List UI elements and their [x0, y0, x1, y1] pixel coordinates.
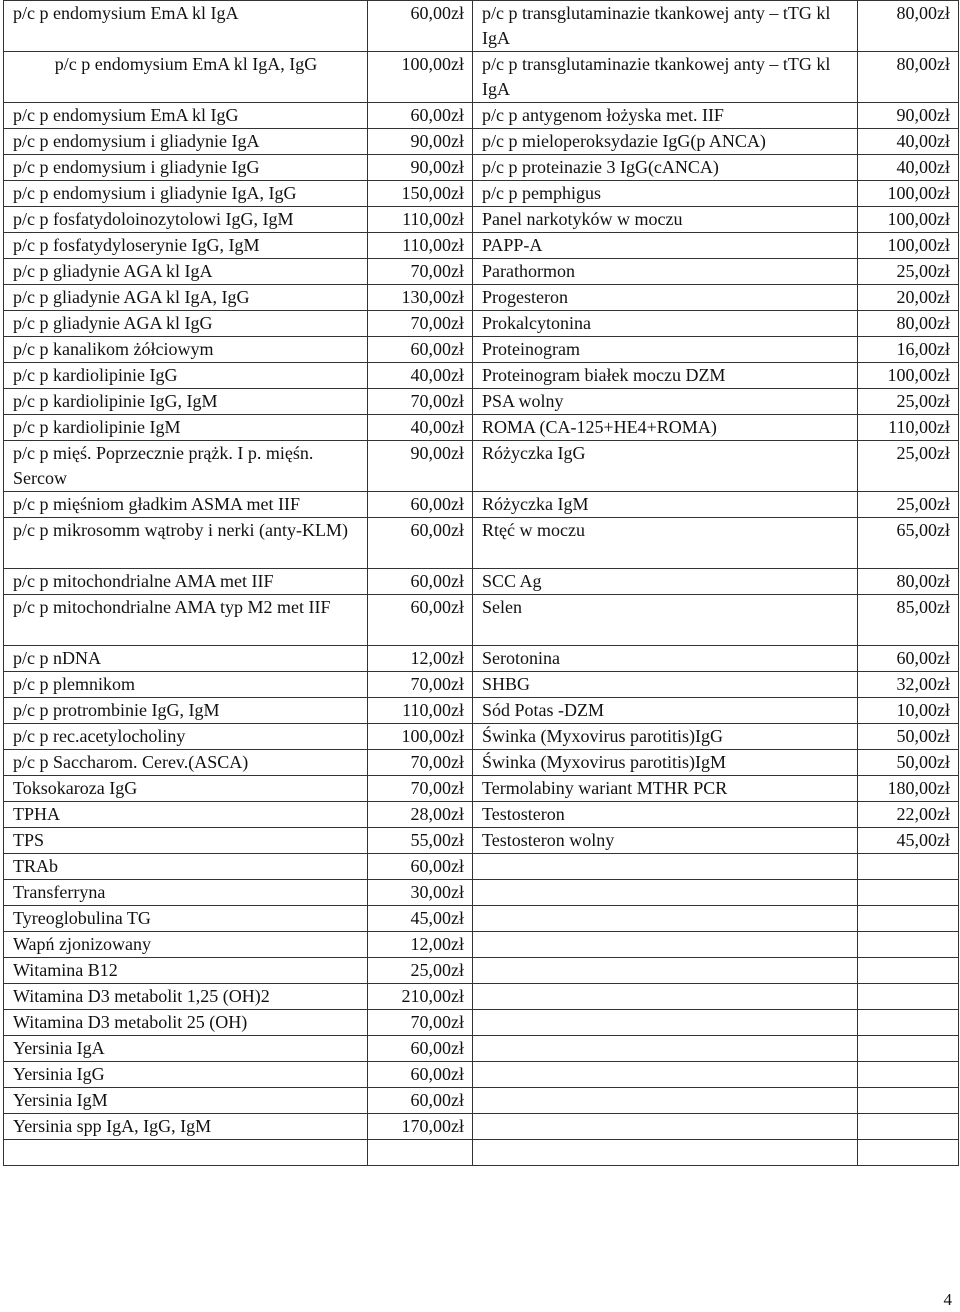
test-name-left: Yersinia IgA [4, 1036, 368, 1062]
table-row [4, 1140, 959, 1166]
price-right [858, 932, 959, 958]
table-row [4, 1036, 959, 1062]
table-row [4, 880, 959, 906]
test-name-left: Toksokaroza IgG [4, 776, 368, 802]
test-name-left: p/c p mięś. Poprzecznie prążk. I p. mięśn. Sercow [4, 441, 368, 492]
table-row [4, 1088, 959, 1114]
price-left: 90,00zł [368, 441, 473, 492]
price-right: 50,00zł [858, 724, 959, 750]
price-left: 60,00zł [368, 569, 473, 595]
price-left: 28,00zł [368, 802, 473, 828]
test-name-right: Różyczka IgG [473, 441, 858, 492]
price-right [858, 1114, 959, 1140]
table-row [4, 259, 959, 285]
table-row [4, 672, 959, 698]
test-name-right: Prokalcytonina [473, 311, 858, 337]
price-left: 60,00zł [368, 492, 473, 518]
table-row [4, 363, 959, 389]
price-left: 70,00zł [368, 672, 473, 698]
price-right: 40,00zł [858, 155, 959, 181]
price-right: 90,00zł [858, 103, 959, 129]
price-right: 80,00zł [858, 1, 959, 52]
test-name-left: Yersinia spp IgA, IgG, IgM [4, 1114, 368, 1140]
price-left: 130,00zł [368, 285, 473, 311]
test-name-right: Świnka (Myxovirus parotitis)IgM [473, 750, 858, 776]
test-name-left: TRAb [4, 854, 368, 880]
table-row [4, 337, 959, 363]
price-left: 60,00zł [368, 103, 473, 129]
price-left: 30,00zł [368, 880, 473, 906]
price-right [858, 1036, 959, 1062]
test-name-left: p/c p gliadynie AGA kl IgA [4, 259, 368, 285]
price-left: 150,00zł [368, 181, 473, 207]
table-row [4, 207, 959, 233]
table-row [4, 906, 959, 932]
test-name-right [473, 906, 858, 932]
test-name-left: p/c p endomysium i gliadynie IgA, IgG [4, 181, 368, 207]
test-name-right: SCC Ag [473, 569, 858, 595]
price-right [858, 1088, 959, 1114]
price-right: 60,00zł [858, 646, 959, 672]
price-right [858, 906, 959, 932]
price-right: 65,00zł [858, 518, 959, 569]
test-name-left: TPHA [4, 802, 368, 828]
table-row [4, 52, 959, 103]
price-left: 25,00zł [368, 958, 473, 984]
test-name-left: p/c p rec.acetylocholiny [4, 724, 368, 750]
price-left: 12,00zł [368, 646, 473, 672]
table-row [4, 595, 959, 646]
price-left [368, 1140, 473, 1166]
test-name-right: Rtęć w moczu [473, 518, 858, 569]
test-name-left: p/c p Saccharom. Cerev.(ASCA) [4, 750, 368, 776]
table-row [4, 1010, 959, 1036]
price-left: 100,00zł [368, 724, 473, 750]
test-name-left: p/c p protrombinie IgG, IgM [4, 698, 368, 724]
table-row [4, 750, 959, 776]
test-name-right: p/c p transglutaminazie tkankowej anty – tTG kl IgA [473, 1, 858, 52]
table-row [4, 984, 959, 1010]
test-name-left: p/c p mięśniom gładkim ASMA met IIF [4, 492, 368, 518]
test-name-left: p/c p kardiolipinie IgG, IgM [4, 389, 368, 415]
test-name-right: p/c p antygenom łożyska met. IIF [473, 103, 858, 129]
test-name-right: PAPP-A [473, 233, 858, 259]
table-row [4, 181, 959, 207]
table-row [4, 646, 959, 672]
price-left: 100,00zł [368, 52, 473, 103]
test-name-right: PSA wolny [473, 389, 858, 415]
price-right: 20,00zł [858, 285, 959, 311]
price-left: 60,00zł [368, 1062, 473, 1088]
test-name-right [473, 1010, 858, 1036]
price-right: 25,00zł [858, 259, 959, 285]
table-row [4, 958, 959, 984]
price-left: 60,00zł [368, 518, 473, 569]
test-name-right: Proteinogram [473, 337, 858, 363]
table-row [4, 311, 959, 337]
test-name-right [473, 1036, 858, 1062]
table-row [4, 1, 959, 52]
test-name-left: Witamina D3 metabolit 25 (OH) [4, 1010, 368, 1036]
test-name-left: TPS [4, 828, 368, 854]
price-right: 22,00zł [858, 802, 959, 828]
price-left: 60,00zł [368, 1036, 473, 1062]
test-name-right [473, 854, 858, 880]
price-left: 55,00zł [368, 828, 473, 854]
price-right: 85,00zł [858, 595, 959, 646]
table-row [4, 776, 959, 802]
price-left: 70,00zł [368, 776, 473, 802]
price-table-body [4, 1, 959, 1166]
price-right: 80,00zł [858, 311, 959, 337]
test-name-right: p/c p transglutaminazie tkankowej anty – tTG kl IgA [473, 52, 858, 103]
price-left: 70,00zł [368, 389, 473, 415]
test-name-right [473, 1140, 858, 1166]
test-name-left: p/c p mitochondrialne AMA typ M2 met IIF [4, 595, 368, 646]
price-left: 170,00zł [368, 1114, 473, 1140]
price-right [858, 854, 959, 880]
table-row [4, 828, 959, 854]
test-name-right: Parathormon [473, 259, 858, 285]
price-left: 70,00zł [368, 750, 473, 776]
table-row [4, 129, 959, 155]
price-left: 60,00zł [368, 1, 473, 52]
price-right: 16,00zł [858, 337, 959, 363]
price-right: 100,00zł [858, 181, 959, 207]
test-name-left: p/c p kardiolipinie IgM [4, 415, 368, 441]
table-row [4, 1062, 959, 1088]
table-row [4, 802, 959, 828]
test-name-right: Sód Potas -DZM [473, 698, 858, 724]
test-name-right: Serotonina [473, 646, 858, 672]
table-row [4, 103, 959, 129]
test-name-left: p/c p endomysium EmA kl IgA [4, 1, 368, 52]
price-right [858, 1010, 959, 1036]
table-row [4, 389, 959, 415]
price-right: 25,00zł [858, 492, 959, 518]
test-name-right: Panel narkotyków w moczu [473, 207, 858, 233]
table-row [4, 518, 959, 569]
price-right [858, 1062, 959, 1088]
table-row [4, 932, 959, 958]
price-table [3, 0, 959, 1166]
test-name-left: p/c p nDNA [4, 646, 368, 672]
table-row [4, 155, 959, 181]
table-row [4, 854, 959, 880]
test-name-left: p/c p endomysium i gliadynie IgG [4, 155, 368, 181]
test-name-right: Różyczka IgM [473, 492, 858, 518]
price-right: 100,00zł [858, 363, 959, 389]
price-left: 60,00zł [368, 854, 473, 880]
test-name-right: Termolabiny wariant MTHR PCR [473, 776, 858, 802]
price-left: 60,00zł [368, 595, 473, 646]
test-name-left: Yersinia IgG [4, 1062, 368, 1088]
table-row [4, 285, 959, 311]
test-name-left: Witamina D3 metabolit 1,25 (OH)2 [4, 984, 368, 1010]
price-left: 70,00zł [368, 311, 473, 337]
table-row [4, 1114, 959, 1140]
price-left: 12,00zł [368, 932, 473, 958]
test-name-right: SHBG [473, 672, 858, 698]
price-right: 10,00zł [858, 698, 959, 724]
price-left: 70,00zł [368, 1010, 473, 1036]
table-row [4, 724, 959, 750]
test-name-left: Yersinia IgM [4, 1088, 368, 1114]
test-name-left: p/c p mitochondrialne AMA met IIF [4, 569, 368, 595]
price-right [858, 984, 959, 1010]
test-name-right: p/c p pemphigus [473, 181, 858, 207]
price-left: 210,00zł [368, 984, 473, 1010]
price-right: 32,00zł [858, 672, 959, 698]
test-name-left: p/c p kanalikom żółciowym [4, 337, 368, 363]
test-name-left: Transferryna [4, 880, 368, 906]
page-number: 4 [943, 1290, 952, 1309]
test-name-left: p/c p fosfatydoloinozytolowi IgG, IgM [4, 207, 368, 233]
table-row [4, 441, 959, 492]
test-name-right: p/c p proteinazie 3 IgG(cANCA) [473, 155, 858, 181]
table-row [4, 569, 959, 595]
price-left: 90,00zł [368, 155, 473, 181]
test-name-right: Testosteron [473, 802, 858, 828]
test-name-left: p/c p endomysium EmA kl IgA, IgG [4, 52, 368, 103]
price-right: 180,00zł [858, 776, 959, 802]
price-left: 45,00zł [368, 906, 473, 932]
test-name-left: Wapń zjonizowany [4, 932, 368, 958]
test-name-left: p/c p kardiolipinie IgG [4, 363, 368, 389]
test-name-right [473, 1114, 858, 1140]
test-name-left: p/c p endomysium i gliadynie IgA [4, 129, 368, 155]
test-name-right [473, 1088, 858, 1114]
table-row [4, 415, 959, 441]
price-right: 50,00zł [858, 750, 959, 776]
test-name-right: Testosteron wolny [473, 828, 858, 854]
price-left: 110,00zł [368, 698, 473, 724]
price-left: 40,00zł [368, 415, 473, 441]
test-name-left: p/c p gliadynie AGA kl IgA, IgG [4, 285, 368, 311]
test-name-right: Świnka (Myxovirus parotitis)IgG [473, 724, 858, 750]
price-right: 25,00zł [858, 389, 959, 415]
price-right [858, 1140, 959, 1166]
price-left: 70,00zł [368, 259, 473, 285]
price-left: 60,00zł [368, 337, 473, 363]
price-right: 100,00zł [858, 207, 959, 233]
test-name-left: Witamina B12 [4, 958, 368, 984]
test-name-left: p/c p gliadynie AGA kl IgG [4, 311, 368, 337]
price-right [858, 880, 959, 906]
price-right: 25,00zł [858, 441, 959, 492]
price-right: 40,00zł [858, 129, 959, 155]
price-right: 45,00zł [858, 828, 959, 854]
test-name-right [473, 984, 858, 1010]
test-name-left: p/c p mikrosomm wątroby i nerki (anty-KLM) [4, 518, 368, 569]
table-row [4, 492, 959, 518]
test-name-right [473, 932, 858, 958]
test-name-left [4, 1140, 368, 1166]
test-name-right [473, 958, 858, 984]
price-left: 60,00zł [368, 1088, 473, 1114]
table-row [4, 233, 959, 259]
price-left: 90,00zł [368, 129, 473, 155]
price-left: 40,00zł [368, 363, 473, 389]
test-name-right [473, 1062, 858, 1088]
test-name-right: p/c p mieloperoksydazie IgG(p ANCA) [473, 129, 858, 155]
test-name-right [473, 880, 858, 906]
price-left: 110,00zł [368, 233, 473, 259]
price-right: 110,00zł [858, 415, 959, 441]
price-right: 80,00zł [858, 569, 959, 595]
test-name-right: Selen [473, 595, 858, 646]
test-name-right: ROMA (CA-125+HE4+ROMA) [473, 415, 858, 441]
price-right: 100,00zł [858, 233, 959, 259]
test-name-right: Proteinogram białek moczu DZM [473, 363, 858, 389]
test-name-left: p/c p fosfatydyloserynie IgG, IgM [4, 233, 368, 259]
test-name-right: Progesteron [473, 285, 858, 311]
price-right: 80,00zł [858, 52, 959, 103]
test-name-left: Tyreoglobulina TG [4, 906, 368, 932]
table-row [4, 698, 959, 724]
test-name-left: p/c p plemnikom [4, 672, 368, 698]
price-right [858, 958, 959, 984]
test-name-left: p/c p endomysium EmA kl IgG [4, 103, 368, 129]
price-left: 110,00zł [368, 207, 473, 233]
